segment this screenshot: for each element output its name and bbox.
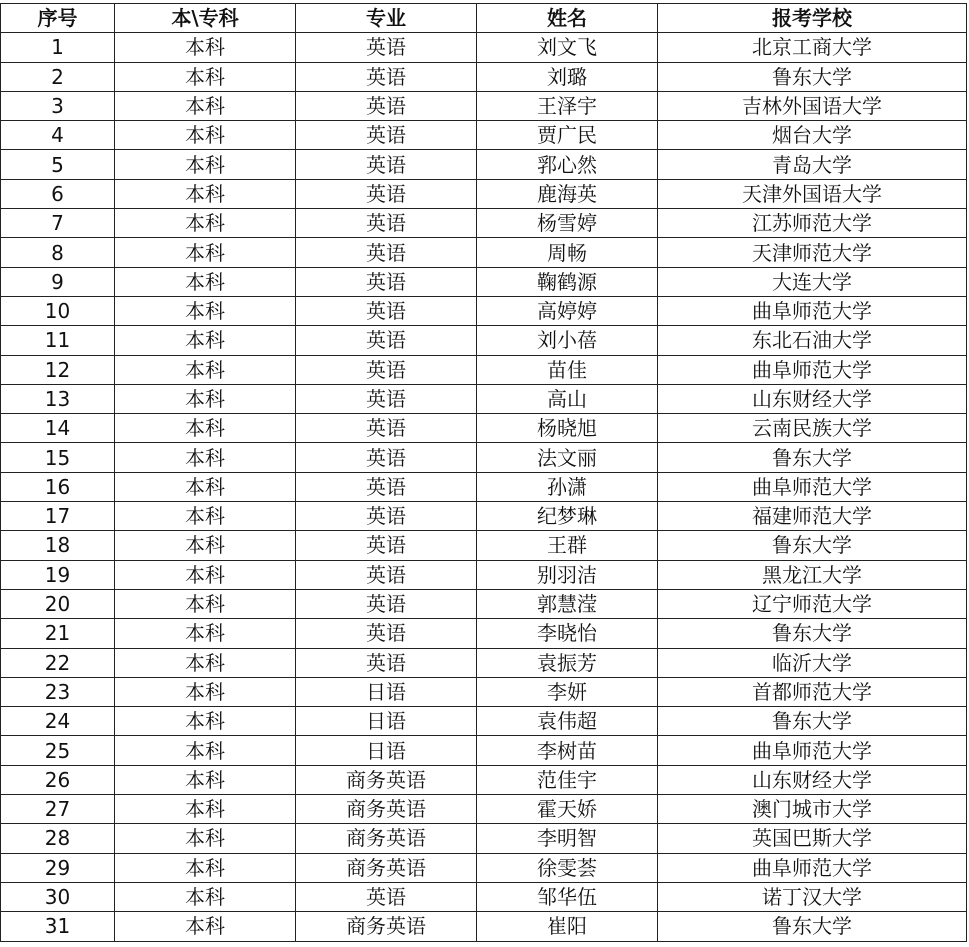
cell-major: 英语 xyxy=(296,414,477,443)
cell-name: 邹华伍 xyxy=(477,882,658,911)
cell-index: 10 xyxy=(1,296,115,325)
cell-name: 郛心然 xyxy=(477,150,658,179)
cell-index: 12 xyxy=(1,355,115,384)
cell-name: 袁振芳 xyxy=(477,648,658,677)
cell-major: 日语 xyxy=(296,707,477,736)
cell-degree-level: 本科 xyxy=(115,33,296,62)
cell-degree-level: 本科 xyxy=(115,326,296,355)
cell-degree-level: 本科 xyxy=(115,443,296,472)
cell-index: 13 xyxy=(1,384,115,413)
table-row xyxy=(1,179,967,208)
cell-target-school: 吉林外国语大学 xyxy=(658,91,967,120)
cell-target-school: 云南民族大学 xyxy=(658,414,967,443)
cell-major: 英语 xyxy=(296,33,477,62)
cell-degree-level: 本科 xyxy=(115,912,296,941)
cell-index: 19 xyxy=(1,560,115,589)
cell-major: 英语 xyxy=(296,560,477,589)
cell-degree-level: 本科 xyxy=(115,560,296,589)
table-row xyxy=(1,795,967,824)
cell-index: 30 xyxy=(1,882,115,911)
cell-name: 范佳宇 xyxy=(477,765,658,794)
cell-index: 23 xyxy=(1,677,115,706)
table-row xyxy=(1,326,967,355)
cell-major: 英语 xyxy=(296,209,477,238)
cell-target-school: 英国巴斯大学 xyxy=(658,824,967,853)
cell-target-school: 山东财经大学 xyxy=(658,765,967,794)
cell-major: 英语 xyxy=(296,121,477,150)
cell-target-school: 临沂大学 xyxy=(658,648,967,677)
cell-target-school: 大连大学 xyxy=(658,267,967,296)
header-target-school: 报考学校 xyxy=(658,4,967,33)
cell-target-school: 曲阜师范大学 xyxy=(658,355,967,384)
admissions-table-container xyxy=(0,3,966,942)
cell-degree-level: 本科 xyxy=(115,853,296,882)
cell-target-school: 鲁东大学 xyxy=(658,619,967,648)
cell-major: 英语 xyxy=(296,882,477,911)
table-row xyxy=(1,853,967,882)
cell-degree-level: 本科 xyxy=(115,91,296,120)
cell-index: 7 xyxy=(1,209,115,238)
cell-major: 英语 xyxy=(296,62,477,91)
cell-index: 4 xyxy=(1,121,115,150)
table-row xyxy=(1,267,967,296)
cell-degree-level: 本科 xyxy=(115,765,296,794)
cell-degree-level: 本科 xyxy=(115,209,296,238)
table-row xyxy=(1,62,967,91)
cell-degree-level: 本科 xyxy=(115,502,296,531)
cell-name: 纪梦琳 xyxy=(477,502,658,531)
cell-target-school: 青岛大学 xyxy=(658,150,967,179)
cell-target-school: 北京工商大学 xyxy=(658,33,967,62)
table-row xyxy=(1,414,967,443)
cell-name: 刘文飞 xyxy=(477,33,658,62)
cell-name: 王泽宇 xyxy=(477,91,658,120)
cell-degree-level: 本科 xyxy=(115,648,296,677)
cell-index: 2 xyxy=(1,62,115,91)
cell-index: 9 xyxy=(1,267,115,296)
cell-major: 英语 xyxy=(296,326,477,355)
cell-degree-level: 本科 xyxy=(115,296,296,325)
cell-target-school: 曲阜师范大学 xyxy=(658,296,967,325)
cell-name: 周畅 xyxy=(477,238,658,267)
table-row xyxy=(1,648,967,677)
cell-degree-level: 本科 xyxy=(115,384,296,413)
table-row xyxy=(1,824,967,853)
cell-name: 徐雯荟 xyxy=(477,853,658,882)
cell-name: 李妍 xyxy=(477,677,658,706)
cell-degree-level: 本科 xyxy=(115,150,296,179)
table-row xyxy=(1,707,967,736)
header-row xyxy=(1,4,967,33)
cell-major: 英语 xyxy=(296,179,477,208)
table-row xyxy=(1,121,967,150)
cell-index: 14 xyxy=(1,414,115,443)
cell-name: 贾广民 xyxy=(477,121,658,150)
cell-target-school: 鲁东大学 xyxy=(658,912,967,941)
table-row xyxy=(1,209,967,238)
cell-index: 5 xyxy=(1,150,115,179)
cell-index: 26 xyxy=(1,765,115,794)
table-row xyxy=(1,443,967,472)
table-header xyxy=(1,4,967,33)
cell-major: 英语 xyxy=(296,648,477,677)
table-row xyxy=(1,677,967,706)
cell-index: 22 xyxy=(1,648,115,677)
cell-name: 苗佳 xyxy=(477,355,658,384)
cell-degree-level: 本科 xyxy=(115,882,296,911)
cell-name: 李明智 xyxy=(477,824,658,853)
cell-name: 杨晓旭 xyxy=(477,414,658,443)
table-row xyxy=(1,91,967,120)
cell-major: 商务英语 xyxy=(296,853,477,882)
cell-index: 27 xyxy=(1,795,115,824)
table-row xyxy=(1,765,967,794)
cell-target-school: 烟台大学 xyxy=(658,121,967,150)
cell-target-school: 鲁东大学 xyxy=(658,707,967,736)
cell-name: 杨雪婷 xyxy=(477,209,658,238)
cell-target-school: 辽宁师范大学 xyxy=(658,589,967,618)
table-row xyxy=(1,589,967,618)
cell-name: 王群 xyxy=(477,531,658,560)
cell-name: 孙潇 xyxy=(477,472,658,501)
cell-target-school: 曲阜师范大学 xyxy=(658,472,967,501)
table-row xyxy=(1,33,967,62)
cell-index: 6 xyxy=(1,179,115,208)
table-row xyxy=(1,384,967,413)
header-degree-level: 本\专科 xyxy=(115,4,296,33)
cell-degree-level: 本科 xyxy=(115,238,296,267)
cell-name: 高婷婷 xyxy=(477,296,658,325)
table-row xyxy=(1,736,967,765)
cell-major: 英语 xyxy=(296,502,477,531)
table-row xyxy=(1,355,967,384)
cell-major: 商务英语 xyxy=(296,912,477,941)
cell-target-school: 天津外国语大学 xyxy=(658,179,967,208)
table-body xyxy=(1,33,967,941)
cell-index: 18 xyxy=(1,531,115,560)
cell-name: 刘璐 xyxy=(477,62,658,91)
cell-degree-level: 本科 xyxy=(115,824,296,853)
cell-index: 11 xyxy=(1,326,115,355)
cell-target-school: 澳门城市大学 xyxy=(658,795,967,824)
table-row xyxy=(1,150,967,179)
table-row xyxy=(1,882,967,911)
table-row xyxy=(1,619,967,648)
cell-degree-level: 本科 xyxy=(115,531,296,560)
cell-major: 英语 xyxy=(296,238,477,267)
cell-index: 28 xyxy=(1,824,115,853)
table-row xyxy=(1,472,967,501)
cell-name: 别羽洁 xyxy=(477,560,658,589)
cell-index: 8 xyxy=(1,238,115,267)
cell-major: 英语 xyxy=(296,355,477,384)
cell-name: 李树苗 xyxy=(477,736,658,765)
cell-target-school: 黑龙江大学 xyxy=(658,560,967,589)
cell-name: 高山 xyxy=(477,384,658,413)
table-row xyxy=(1,502,967,531)
cell-major: 商务英语 xyxy=(296,795,477,824)
cell-name: 李晓怡 xyxy=(477,619,658,648)
cell-degree-level: 本科 xyxy=(115,121,296,150)
cell-degree-level: 本科 xyxy=(115,795,296,824)
cell-degree-level: 本科 xyxy=(115,472,296,501)
cell-target-school: 福建师范大学 xyxy=(658,502,967,531)
cell-major: 英语 xyxy=(296,443,477,472)
cell-target-school: 东北石油大学 xyxy=(658,326,967,355)
cell-target-school: 山东财经大学 xyxy=(658,384,967,413)
cell-major: 英语 xyxy=(296,91,477,120)
cell-degree-level: 本科 xyxy=(115,62,296,91)
cell-index: 17 xyxy=(1,502,115,531)
cell-degree-level: 本科 xyxy=(115,589,296,618)
cell-major: 英语 xyxy=(296,296,477,325)
cell-name: 崔阳 xyxy=(477,912,658,941)
cell-degree-level: 本科 xyxy=(115,355,296,384)
cell-name: 霍天娇 xyxy=(477,795,658,824)
cell-degree-level: 本科 xyxy=(115,267,296,296)
cell-index: 15 xyxy=(1,443,115,472)
table-row xyxy=(1,531,967,560)
table-row xyxy=(1,912,967,941)
cell-index: 21 xyxy=(1,619,115,648)
cell-degree-level: 本科 xyxy=(115,736,296,765)
cell-target-school: 鲁东大学 xyxy=(658,531,967,560)
cell-degree-level: 本科 xyxy=(115,179,296,208)
cell-major: 英语 xyxy=(296,472,477,501)
cell-name: 鹿海英 xyxy=(477,179,658,208)
cell-degree-level: 本科 xyxy=(115,414,296,443)
cell-index: 29 xyxy=(1,853,115,882)
header-major: 专业 xyxy=(296,4,477,33)
cell-major: 英语 xyxy=(296,267,477,296)
cell-name: 鞠鹤源 xyxy=(477,267,658,296)
cell-index: 25 xyxy=(1,736,115,765)
cell-name: 法文丽 xyxy=(477,443,658,472)
cell-target-school: 鲁东大学 xyxy=(658,443,967,472)
cell-index: 16 xyxy=(1,472,115,501)
cell-major: 商务英语 xyxy=(296,824,477,853)
cell-major: 英语 xyxy=(296,531,477,560)
cell-index: 3 xyxy=(1,91,115,120)
table-row xyxy=(1,238,967,267)
cell-target-school: 曲阜师范大学 xyxy=(658,736,967,765)
cell-degree-level: 本科 xyxy=(115,677,296,706)
cell-index: 31 xyxy=(1,912,115,941)
cell-target-school: 江苏师范大学 xyxy=(658,209,967,238)
cell-target-school: 天津师范大学 xyxy=(658,238,967,267)
cell-target-school: 曲阜师范大学 xyxy=(658,853,967,882)
header-index: 序号 xyxy=(1,4,115,33)
cell-major: 英语 xyxy=(296,589,477,618)
cell-degree-level: 本科 xyxy=(115,707,296,736)
cell-degree-level: 本科 xyxy=(115,619,296,648)
cell-major: 英语 xyxy=(296,150,477,179)
table-row xyxy=(1,560,967,589)
cell-name: 刘小蓓 xyxy=(477,326,658,355)
cell-index: 20 xyxy=(1,589,115,618)
cell-index: 24 xyxy=(1,707,115,736)
cell-major: 日语 xyxy=(296,736,477,765)
cell-name: 郭慧滢 xyxy=(477,589,658,618)
cell-major: 英语 xyxy=(296,619,477,648)
table-row xyxy=(1,296,967,325)
cell-target-school: 鲁东大学 xyxy=(658,62,967,91)
cell-name: 袁伟超 xyxy=(477,707,658,736)
header-name: 姓名 xyxy=(477,4,658,33)
cell-major: 英语 xyxy=(296,384,477,413)
cell-index: 1 xyxy=(1,33,115,62)
cell-target-school: 首都师范大学 xyxy=(658,677,967,706)
cell-major: 日语 xyxy=(296,677,477,706)
cell-target-school: 诺丁汉大学 xyxy=(658,882,967,911)
cell-major: 商务英语 xyxy=(296,765,477,794)
admissions-table xyxy=(0,3,967,942)
